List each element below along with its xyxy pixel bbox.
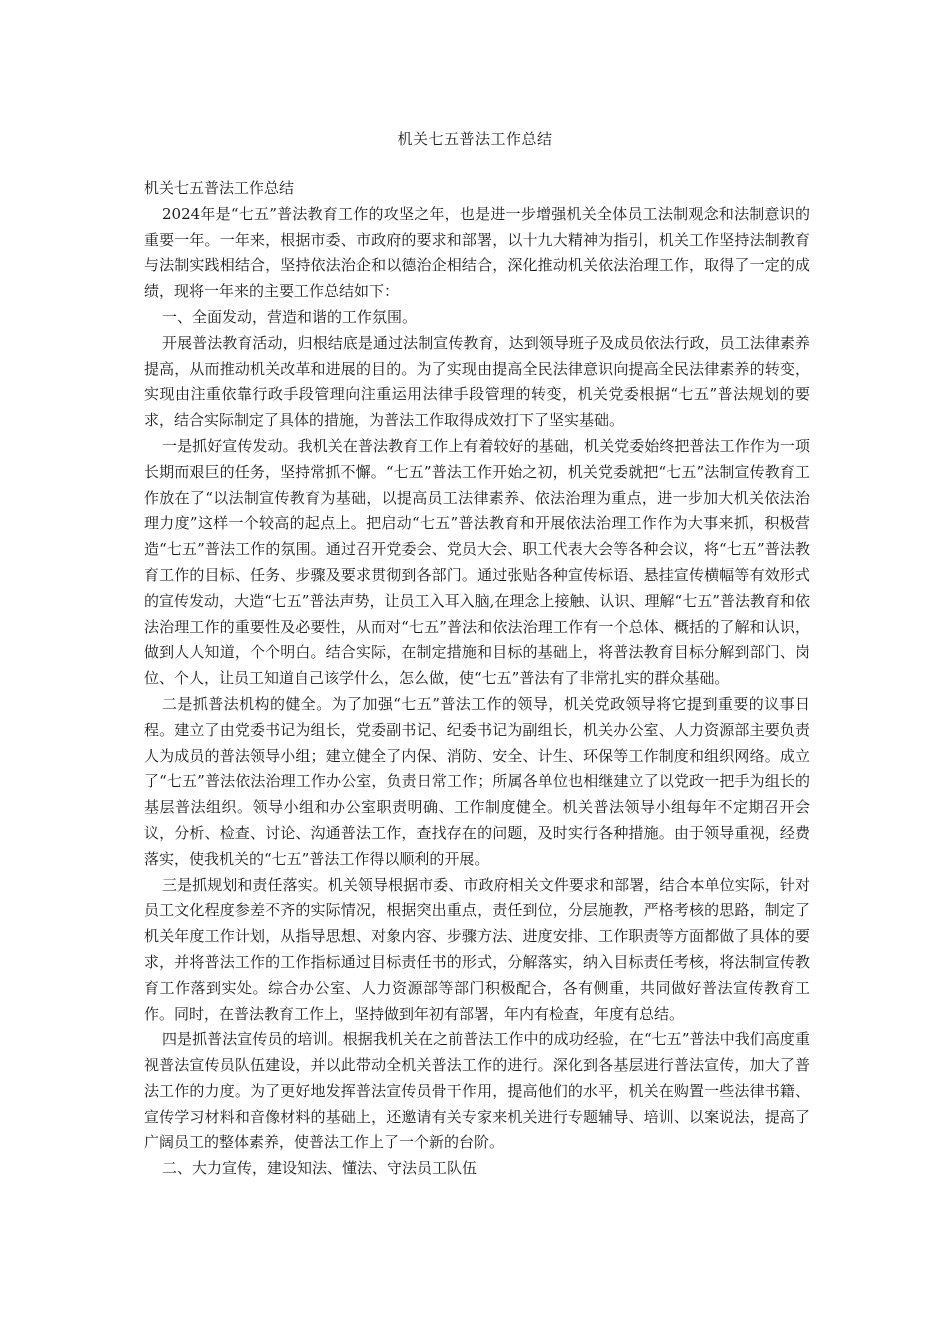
- document-body: [144, 176, 810, 1182]
- page-title: 机关七五普法工作总结: [397, 130, 553, 148]
- paragraph: 三是抓规划和责任落实。机关领导根据市委、市政府相关文件要求和部署，结合本单位实际，针对员工文化程度参差不齐的实际情况，根据突出重点，责任到位，分层施教，严格考核的思路，制定了机关年度工作计划，从指导思想、对象内容、步骤方法、进度安排、工作职责等方面都做了具体的要求，并将普法工作的工作指标通过目标责任书的形式，分解落实，纳入目标责任考核，将法制宣传教育工作落到实处。综合办公室、人力资源部等部门积极配合，各有侧重，共同做好普法宣传教育工作。同时，在普法教育工作上，坚持做到年初有部署，年内有检查，年度有总结。: [144, 875, 810, 1023]
- paragraph: 二是抓普法机构的健全。为了加强“七五”普法工作的领导，机关党政领导将它提到重要的议事日程。建立了由党委书记为组长，党委副书记、纪委书记为副组长，机关办公室、人力资源部主要负责人为成员的普法领导小组；建立健全了内保、消防、安全、计生、环保等工作制度和组织网络。成立了“七五”普法依法治理工作办公室，负责日常工作；所属各单位也相继建立了以党政一把手为组长的基层普法组织。领导小组和办公室职责明确、工作制度健全。机关普法领导小组每年不定期召开会议，分析、检查、讨论、沟通普法工作，查找存在的问题，及时实行各种措施。由于领导重视，经费落实，使我机关的“七五”普法工作得以顺利的开展。: [144, 694, 810, 868]
- paragraph-intro: 2024年是“七五”普法教育工作的攻坚之年，也是进一步增强机关全体员工法制观念和法制意识的重要一年。一年来，根据市委、市政府的要求和部署，以十九大精神为指引，机关工作坚持法制教育与法制实践相结合，坚持依法治企和以德治企相结合，深化推动机关依法治理工作，取得了一定的成绩，现将一年来的主要工作总结如下：: [144, 204, 810, 301]
- document-subtitle: 机关七五普法工作总结: [144, 179, 295, 197]
- section-heading-1: 一、全面发动，营造和谐的工作氛围。: [162, 307, 418, 326]
- paragraph: 一是抓好宣传发动。我机关在普法教育工作上有着较好的基础，机关党委始终把普法工作作为一项长期而艰巨的任务，坚持常抓不懈。“七五”普法工作开始之初，机关党委就把“七五”法制宣传教育工作放在了“以法制宣传教育为基础，以提高员工法律素养、依法治理为重点，进一步加大机关依法治理力度”这样一个较高的起点上。把启动“七五”普法教育和开展依法治理工作作为大事来抓，积极营造“七五”普法工作的氛围。通过召开党委会、党员大会、职工代表大会等各种会议，将“七五”普法教育工作的目标、任务、步骤及要求贯彻到各部门。通过张贴各种宣传标语、悬挂宣传横幅等有效形式的宣传发动，大造“七五”普法声势，让员工入耳入脑,在理念上接触、认识、理解“七五”普法教育和依法治理工作的重要性及必要性，从而对“七五”普法和依法治理工作有一个总体、概括的了解和认识，做到人人知道，个个明白。结合实际，在制定措施和目标的基础上，将普法教育目标分解到部门、岗位、个人，让员工知道自己该学什么，怎么做，使“七五”普法有了非常扎实的群众基础。: [144, 436, 810, 688]
- paragraph: 开展普法教育活动，归根结底是通过法制宣传教育，达到领导班子及成员依法行政，员工法律素养提高，从而推动机关改革和进展的目的。为了实现由提高全民法律意识向提高全民法律素养的转变，实现由注重依靠行政手段管理向注重运用法律手段管理的转变，机关党委根据“七五”普法规划的要求，结合实际制定了具体的措施，为普法工作取得成效打下了坚实基础。: [144, 333, 810, 430]
- section-heading-2: 二、大力宣传，建设知法、懂法、守法员工队伍: [162, 1159, 478, 1178]
- paragraph: 四是抓普法宣传员的培训。根据我机关在之前普法工作中的成功经验，在“七五”普法中我们高度重视普法宣传员队伍建设，并以此带动全机关普法工作的进行。深化到各基层进行普法宣传，加大了普法工作的力度。为了更好地发挥普法宣传员骨干作用，提高他们的水平，机关在购置一些法律书籍、宣传学习材料和音像材料的基础上，还邀请有关专家来机关进行专题辅导、培训、以案说法，提高了广阔员工的整体素养，使普法工作上了一个新的台阶。: [144, 1030, 810, 1152]
